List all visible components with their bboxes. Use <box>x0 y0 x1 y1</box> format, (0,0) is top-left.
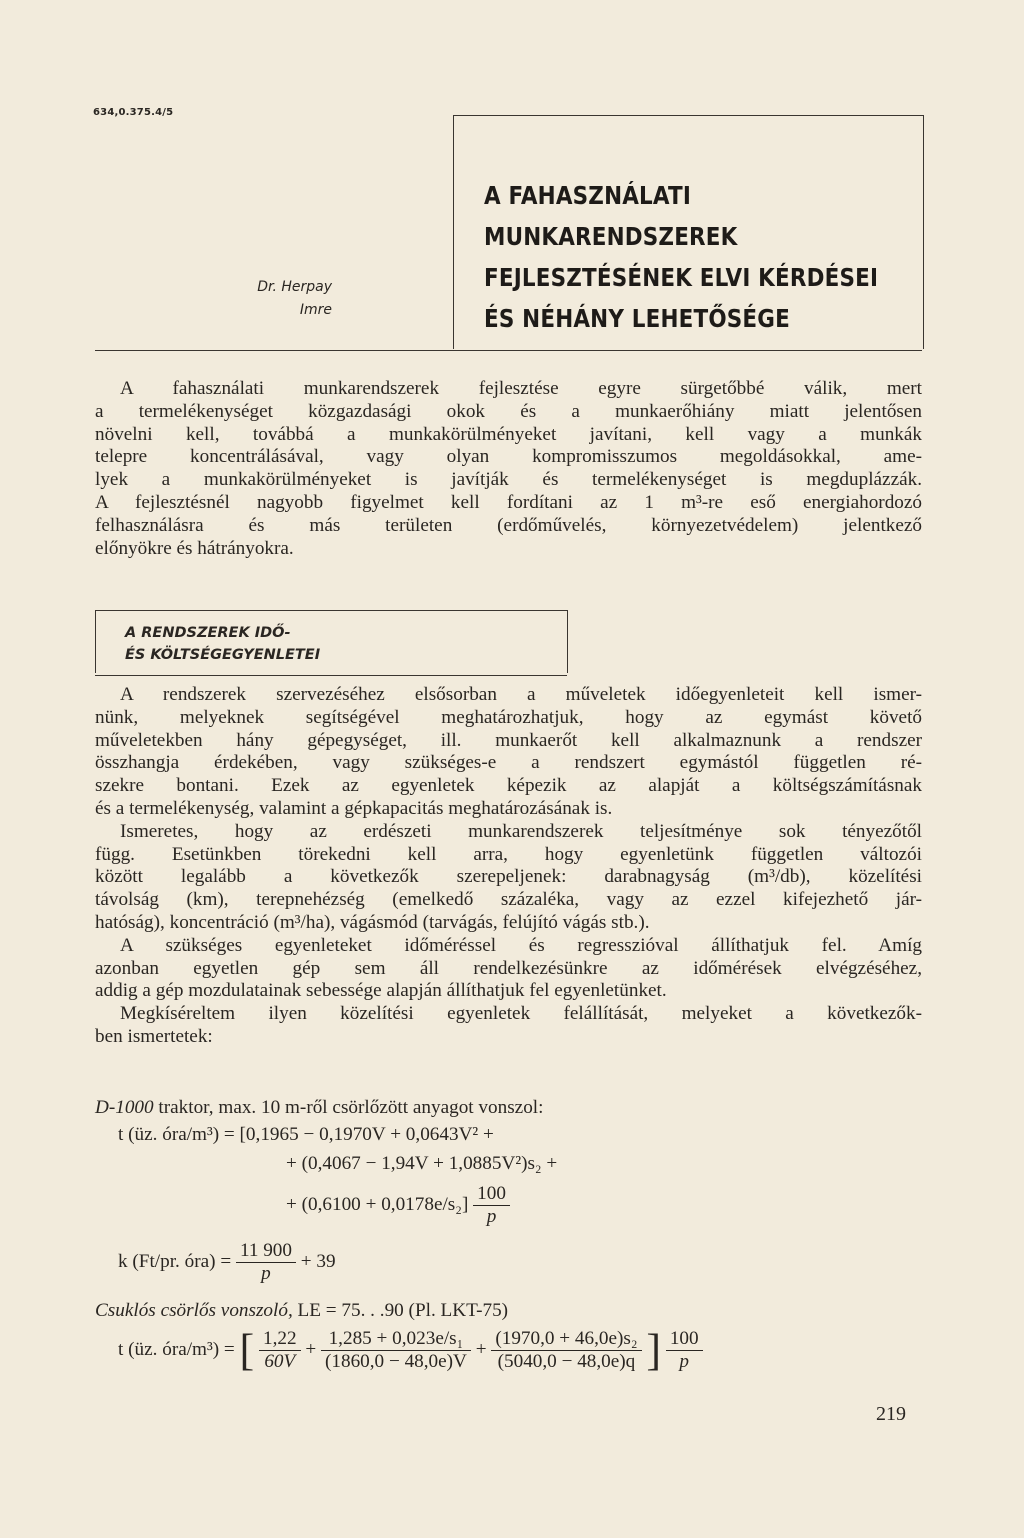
fraction-numerator: 100 <box>666 1328 703 1351</box>
fraction-100-over-p <box>666 1328 703 1373</box>
abstract-line: felhasználásra és más területen (erdőművelés, környezetvédelem) jelentkező <box>95 514 922 536</box>
fraction-numerator: 11 900 <box>236 1240 296 1263</box>
fraction-numerator: 1,22 <box>259 1328 301 1351</box>
left-bracket: [ <box>239 1325 255 1375</box>
fraction-numerator: 100 <box>473 1183 510 1206</box>
title-line: ÉS NÉHÁNY LEHETŐSÉGE <box>484 304 790 333</box>
body-line: összhangja érdekében, vagy szükséges-e a rendszert egymástól független ré- <box>95 752 922 774</box>
abstract <box>95 378 922 560</box>
machine-name: D-1000 <box>95 1097 154 1118</box>
body-line: azonban egyetlen gép sem áll rendelkezésünkre az időmérések elvégzéséhez, <box>95 957 922 979</box>
header-rule <box>95 350 922 351</box>
fraction-t2-2 <box>321 1328 471 1373</box>
right-bracket: ] <box>646 1325 662 1375</box>
body-line: Ismeretes, hogy az erdészeti munkarendszerek teljesítménye sok tényezőtől <box>120 820 922 842</box>
title-line: FEJLESZTÉSÉNEK ELVI KÉRDÉSEI <box>484 263 879 292</box>
fraction-t2-3 <box>491 1328 641 1373</box>
equation-term: + (0,6100 + 0,0178e/s₂] <box>286 1193 469 1215</box>
fraction-t2-1 <box>259 1328 301 1373</box>
equation-heading-d1000 <box>95 1097 543 1119</box>
body-line: A szükséges egyenleteket időméréssel és regresszióval állíthatjuk fel. Amíg <box>120 934 922 956</box>
author-given-name: Imre <box>299 302 332 318</box>
abstract-line: növelni kell, továbbá a munkakörülményeket javítani, kell vagy a munkák <box>95 423 922 445</box>
title-line: A FAHASZNÁLATI <box>484 181 692 210</box>
abstract-line: a termelékenységet közgazdasági okok és a munkaerőhiány miatt jelentősen <box>95 400 922 422</box>
fraction-100-over-p <box>473 1183 510 1228</box>
equation-k <box>118 1240 336 1285</box>
machine-desc: traktor, max. 10 m-ről csörlőzött anyagot vonszol: <box>153 1097 544 1118</box>
section-frame-edge <box>567 610 568 672</box>
body-line: szekre bontani. Ezek az egyenletek képezik az alapját a költségszámításnak <box>95 775 922 797</box>
section-rule <box>95 675 567 676</box>
plus-sign: + <box>305 1338 317 1360</box>
plus-sign: + <box>475 1338 487 1360</box>
body-line: nünk, melyeknek segítségével meghatározhatjuk, hogy az egymást követő <box>95 706 922 728</box>
equation-term: + 39 <box>300 1250 336 1272</box>
section-heading-line: A RENDSZEREK IDŐ- <box>125 625 291 641</box>
fraction-denominator: 60V <box>264 1351 296 1372</box>
fraction-k <box>236 1240 296 1285</box>
author <box>200 276 332 322</box>
abstract-line: telepre koncentrálásával, vagy olyan kompromisszumos megoldásokkal, ame- <box>95 446 922 468</box>
body-line: és a termelékenység, valamint a gépkapacitás meghatározásának is. <box>95 797 613 819</box>
fraction-denominator: (1860,0 − 48,0e)V <box>325 1351 467 1372</box>
author-name: Dr. Herpay <box>257 279 332 295</box>
equation-t1-line2 <box>286 1153 557 1175</box>
body-line: műveletekben hány gépegységet, ill. munkaerőt kell alkalmaznunk a rendszer <box>95 729 922 751</box>
fraction-numerator: (1970,0 + 46,0e)s₂ <box>491 1328 641 1351</box>
machine-desc: LE = 75. . .90 (Pl. LKT-75) <box>292 1300 509 1321</box>
equation-heading-csuklos <box>95 1300 508 1322</box>
fraction-denominator: (5040,0 − 48,0e)q <box>497 1351 636 1372</box>
article-title <box>484 175 879 339</box>
section-heading <box>125 622 320 666</box>
fraction-denominator: p <box>486 1206 497 1227</box>
equation-t1-line1 <box>118 1124 494 1146</box>
page-number: 219 <box>876 1403 906 1425</box>
fraction-denominator: p <box>679 1351 689 1372</box>
equation-lhs: k (Ft/pr. óra) = <box>118 1250 232 1272</box>
equation-lhs: t (üz. óra/m³) = <box>118 1124 235 1145</box>
equation-t1-line3 <box>286 1183 510 1228</box>
title-line: MUNKARENDSZEREK <box>484 222 738 251</box>
equation-lhs: t (üz. óra/m³) = <box>118 1338 235 1360</box>
fraction-numerator: 1,285 + 0,023e/s₁ <box>321 1328 471 1351</box>
section-heading-line: ÉS KÖLTSÉGEGYENLETEI <box>125 647 321 663</box>
udc-code: 634,0.375.4/5 <box>93 107 174 118</box>
equation-term: + (0,4067 − 1,94V + 1,0885V²)s₂ + <box>286 1153 558 1174</box>
body-text <box>95 684 922 1049</box>
body-line: függ. Esetünkben törekedni kell arra, hogy egyenletünk független változói <box>95 843 922 865</box>
abstract-line: A fahasználati munkarendszerek fejlesztése egyre sürgetőbbé válik, mert <box>120 378 922 399</box>
body-line: Megkíséreltem ilyen közelítési egyenletek felállítását, melyeket a következők- <box>120 1003 922 1025</box>
body-line: távolság (km), terepnehézség (emelkedő százaléka, vagy az ezzel kifejezhető jár- <box>95 889 922 911</box>
equation-term: [0,1965 − 0,1970V + 0,0643V² + <box>239 1124 494 1145</box>
abstract-line: előnyökre és hátrányokra. <box>95 537 294 559</box>
abstract-line: A fejlesztésnél nagyobb figyelmet kell fordítani az 1 m³-re eső energiahordozó <box>95 491 922 513</box>
body-line: között legalább a következők szerepeljenek: darabnagyság (m³/db), közelítési <box>95 866 922 888</box>
machine-name: Csuklós csörlős vonszoló, <box>95 1300 293 1321</box>
body-line: ben ismertetek: <box>95 1025 213 1047</box>
body-line: addig a gép mozdulatainak sebessége alapján állíthatjuk fel egyenletünket. <box>95 980 667 1002</box>
fraction-denominator: p <box>261 1263 271 1284</box>
body-line: A rendszerek szervezéséhez elsősorban a műveletek időegyenleteit kell ismer- <box>120 684 922 705</box>
body-line: hatóság), koncentráció (m³/ha), vágásmód (tarvágás, felújító vágás stb.). <box>95 911 650 933</box>
abstract-line: lyek a munkakörülményeket is javítják és termelékenységet is megduplázzák. <box>95 469 922 491</box>
equation-t2 <box>118 1325 703 1375</box>
